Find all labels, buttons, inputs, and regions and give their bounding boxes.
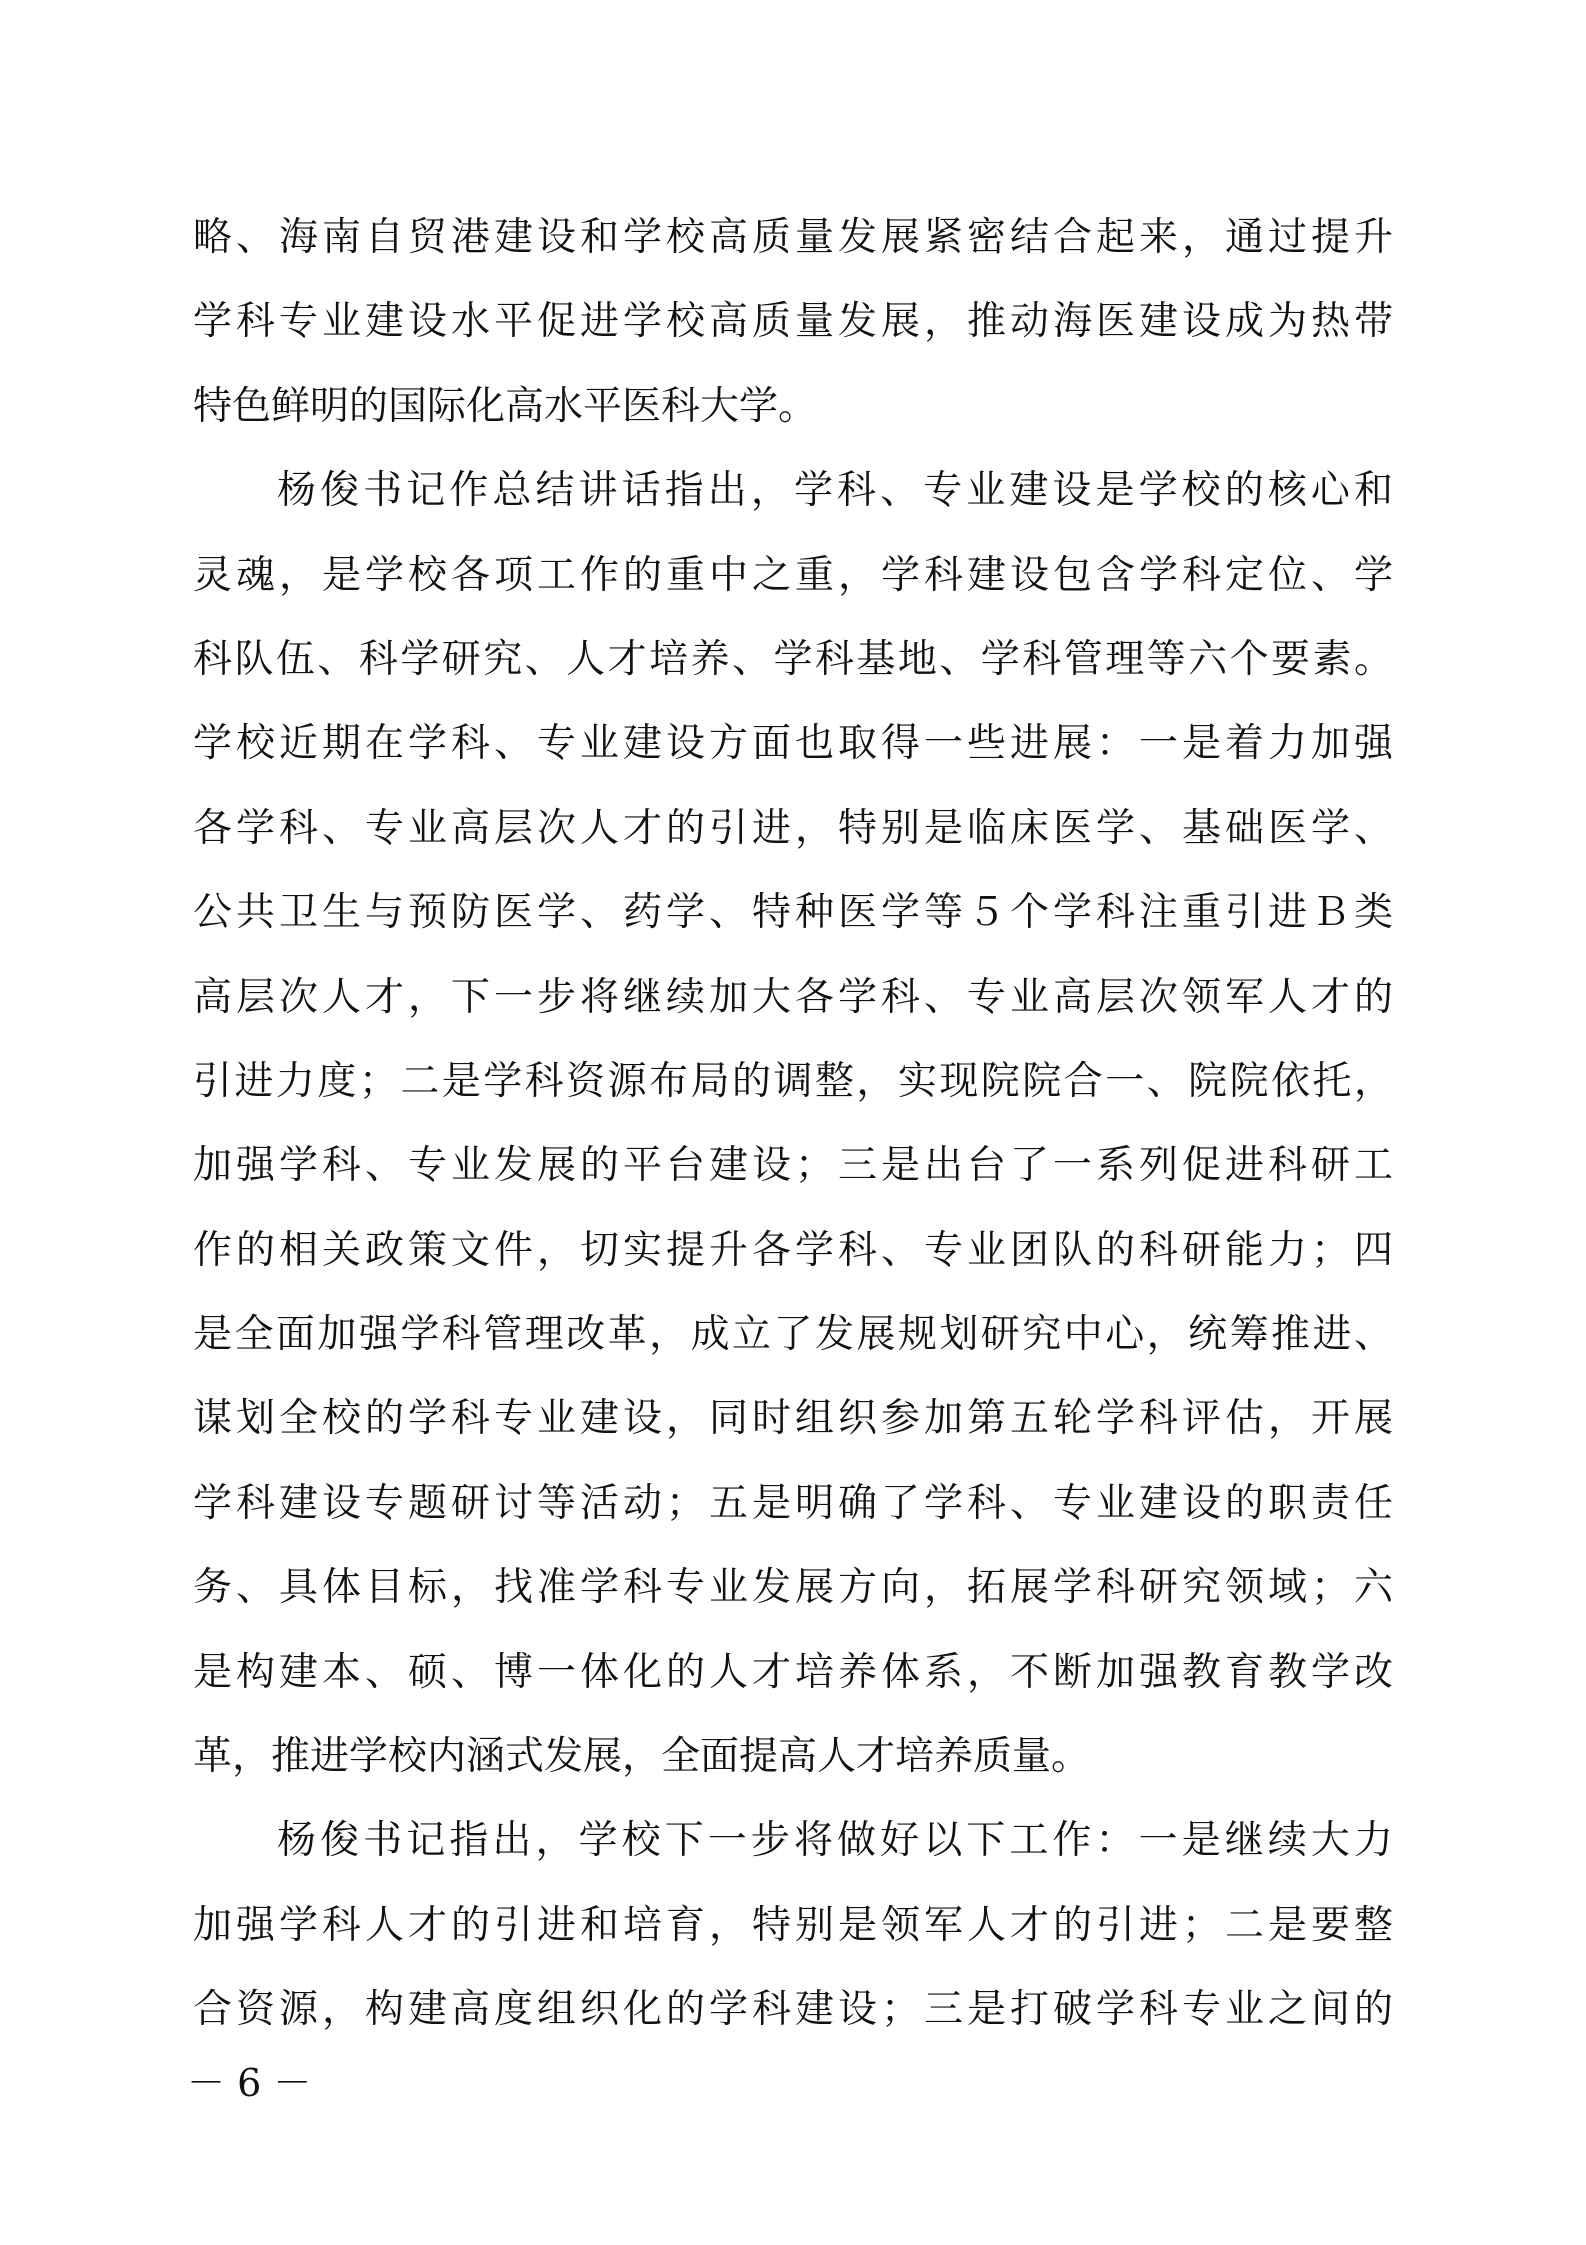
text-line: 各学科、专业高层次人才的引进，特别是临床医学、基础医学、 (193, 805, 1393, 851)
text-line: 加强学科人才的引进和培育，特别是领军人才的引进；二是要整 (193, 1902, 1393, 1948)
page-number: － 6 － (187, 2061, 312, 2105)
text-line: 谋划全校的学科专业建设，同时组织参加第五轮学科评估，开展 (193, 1396, 1393, 1442)
body-text (193, 196, 1393, 2053)
text-line: 高层次人才，下一步将继续加大各学科、专业高层次领军人才的 (193, 974, 1393, 1020)
text-line: 略、海南自贸港建设和学校高质量发展紧密结合起来，通过提升 (193, 215, 1393, 260)
text-line: 作的相关政策文件，切实提升各学科、专业团队的科研能力；四 (193, 1227, 1393, 1273)
text-line: 学科建设专题研讨等活动；五是明确了学科、专业建设的职责任 (193, 1480, 1393, 1526)
text-line: 杨俊书记作总结讲话指出，学科、专业建设是学校的核心和 (277, 468, 1393, 514)
text-line: 学科专业建设水平促进学校高质量发展，推动海医建设成为热带 (193, 299, 1393, 345)
text-line: 务、具体目标，找准学科专业发展方向，拓展学科研究领域；六 (193, 1565, 1393, 1611)
text-line: 革，推进学校内涵式发展，全面提高人才培养质量。 (193, 1734, 1091, 1780)
text-line: 灵魂，是学校各项工作的重中之重，学科建设包含学科定位、学 (193, 552, 1393, 598)
text-line: 科队伍、科学研究、人才培养、学科基地、学科管理等六个要素。 (193, 636, 1393, 682)
text-line: 学校近期在学科、专业建设方面也取得一些进展：一是着力加强 (193, 721, 1393, 767)
text-line: 公共卫生与预防医学、药学、特种医学等５个学科注重引进Ｂ类 (193, 890, 1393, 936)
text-line: 特色鲜明的国际化高水平医科大学。 (193, 383, 818, 429)
text-line: 合资源，构建高度组织化的学科建设；三是打破学科专业之间的 (193, 1987, 1393, 2033)
text-line: 加强学科、专业发展的平台建设；三是出台了一系列促进科研工 (193, 1143, 1393, 1189)
text-line: 是构建本、硕、博一体化的人才培养体系，不断加强教育教学改 (193, 1649, 1393, 1695)
text-line: 是全面加强学科管理改革，成立了发展规划研究中心，统筹推进、 (193, 1312, 1393, 1358)
text-line: 引进力度；二是学科资源布局的调整，实现院院合一、院院依托， (193, 1058, 1393, 1104)
text-line: 杨俊书记指出，学校下一步将做好以下工作：一是继续大力 (277, 1818, 1393, 1864)
